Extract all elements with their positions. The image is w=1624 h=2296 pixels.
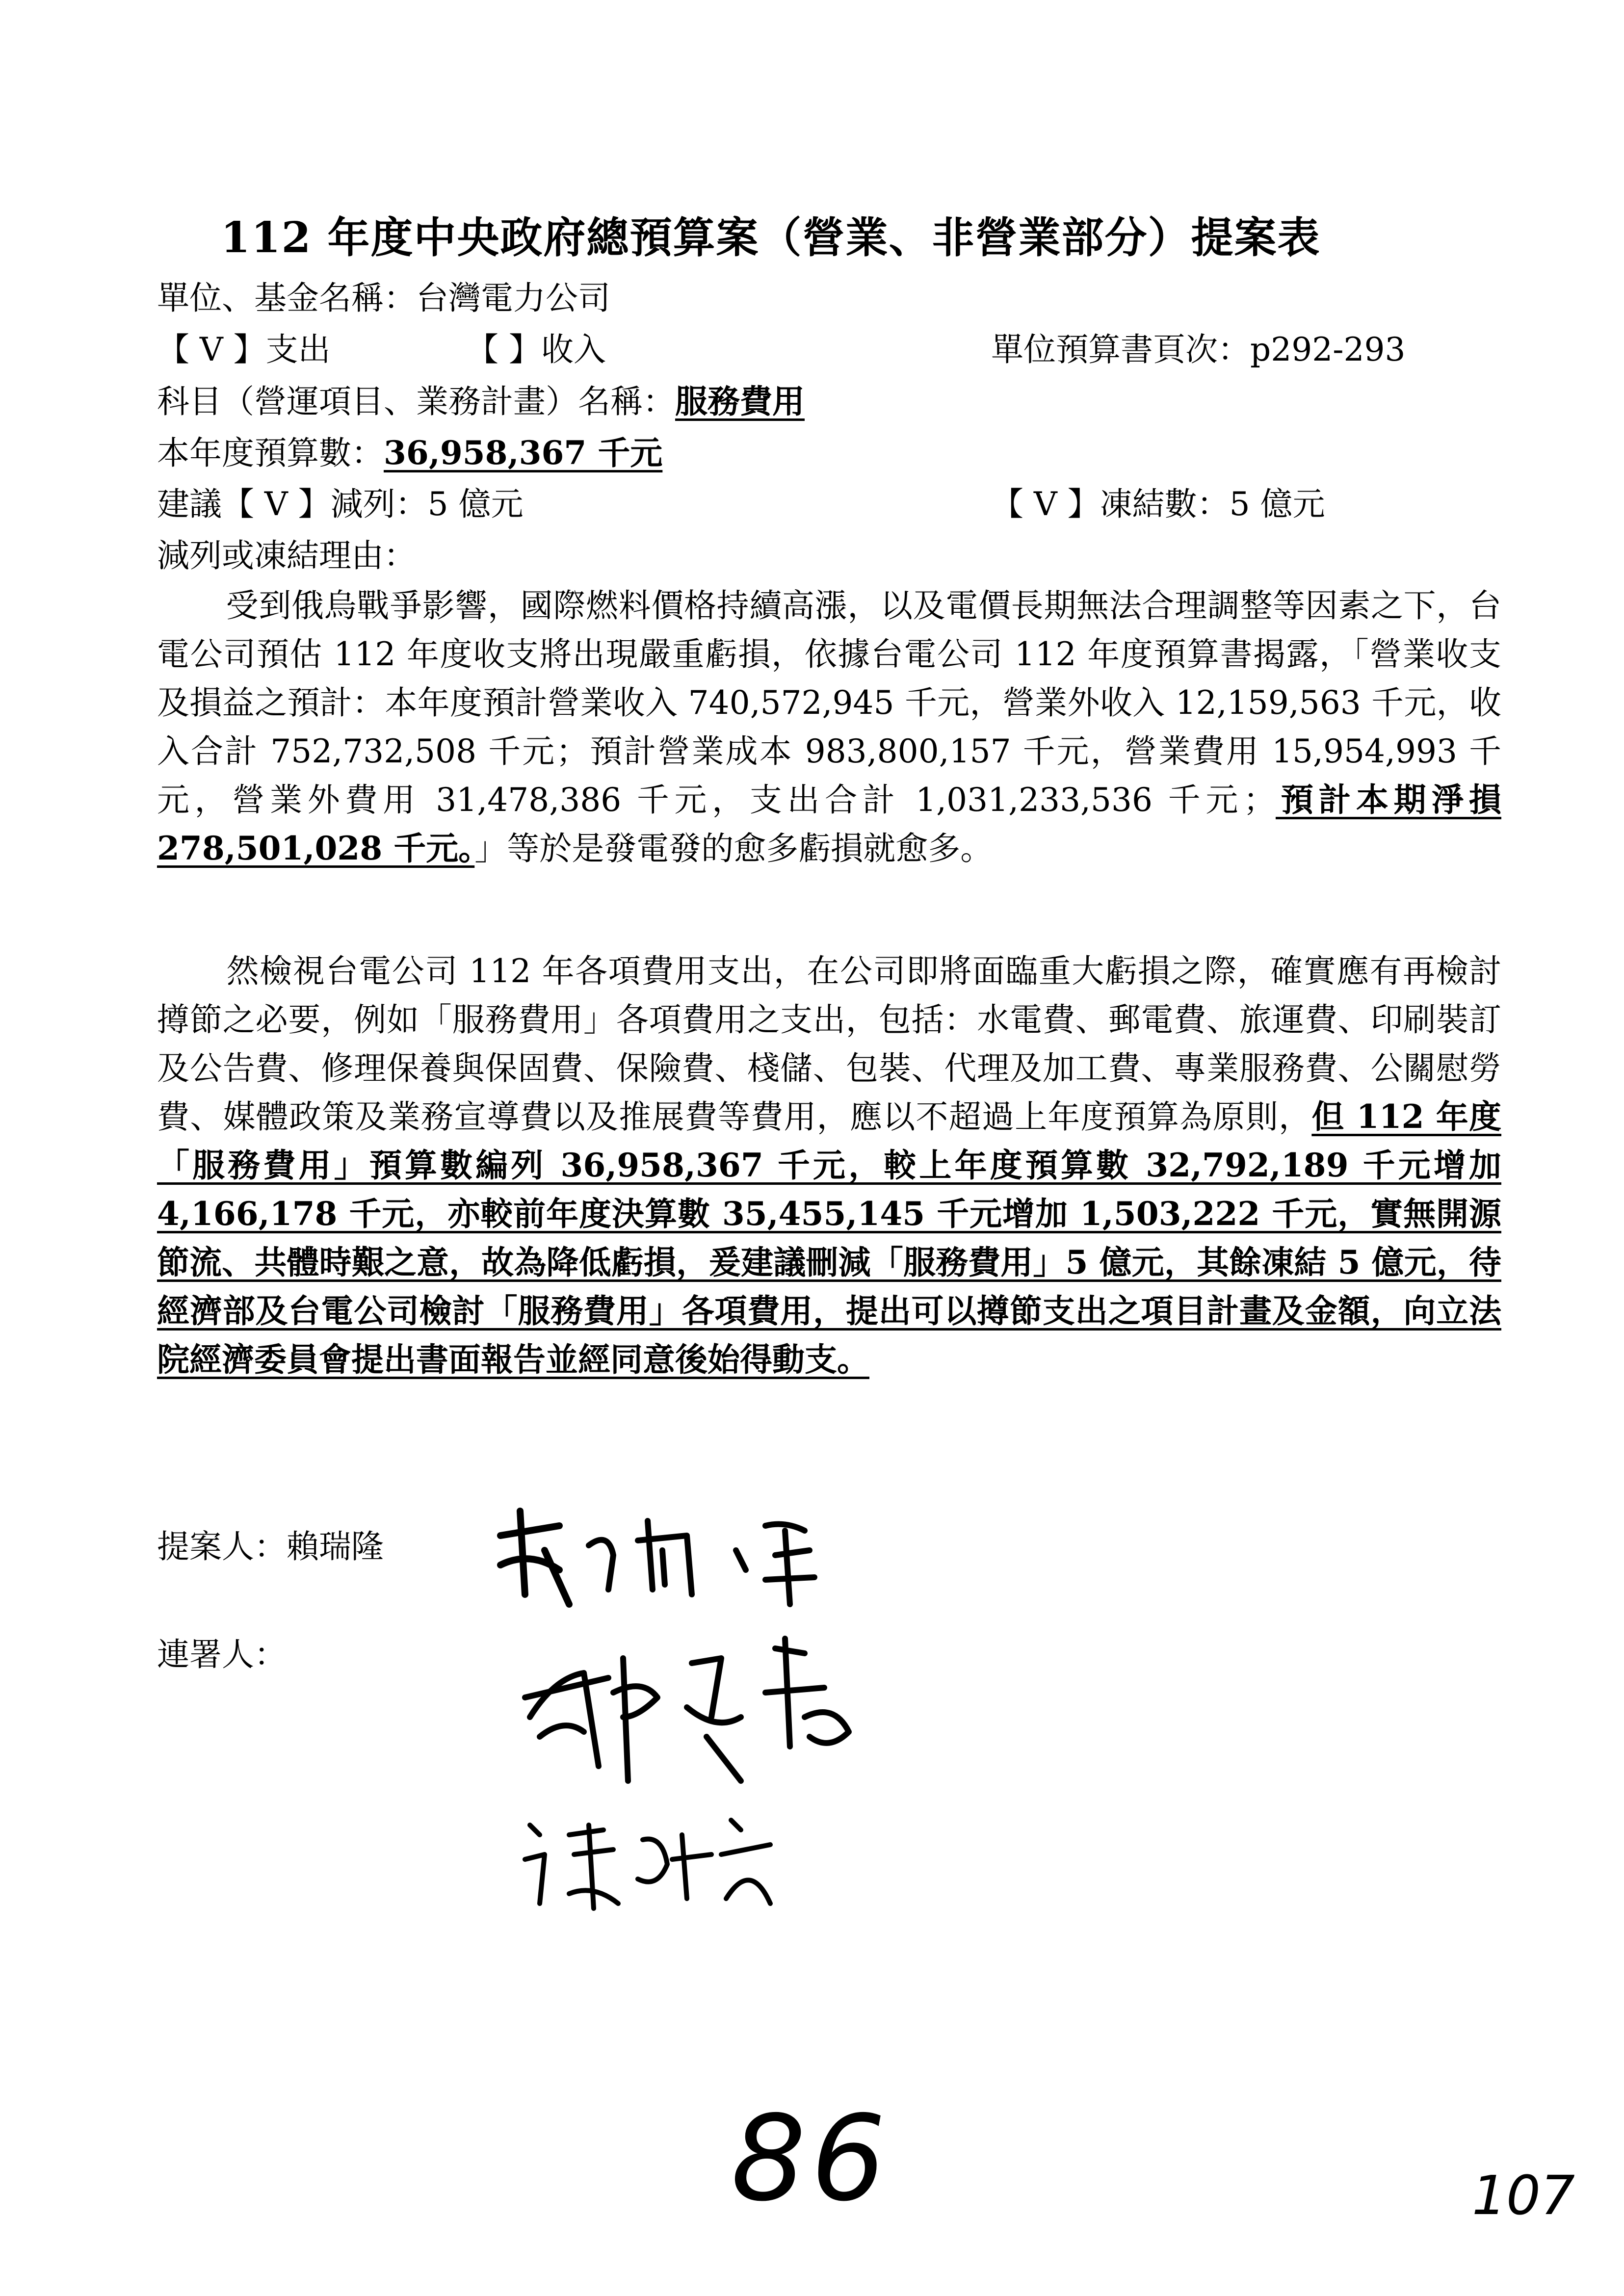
cosigner-label: 連署人： [157,1636,287,1673]
proposer-label: 提案人：賴瑞隆 [157,1528,384,1565]
cosigner-signature-1 [510,1619,873,1827]
handwritten-page-number-text: 86 [731,2090,891,2227]
para2-text: 然檢視台電公司 112 年各項費用支出，在公司即將面臨重大虧損之際，確實應有再檢討撙節之必要，例如「服務費用」各項費用之支出，包括：水電費、郵電費、旅運費、印刷裝訂及公告費、修理保養與保固費、保險費、棧儲、包裝、代理及加工費、專業服務費、公關慰勞費、媒體政策及業務宣導費以及推展費等費用，應以不超過上年度預算為原則， [157,952,1501,1136]
para1-text: 受到俄烏戰爭影響，國際燃料價格持續高漲，以及電價長期無法合理調整等因素之下，台電公司預估 112 年度收支將出現嚴重虧損，依據台電公司 112 年度預算書揭露，「營業收支及損益之預計：本年度預計營業收入 740,572,945 千元，營業外收入 12,159,563 千元，收入合計 752,732,508 千元；預計營業成本 983,800,157 千元，營業費用 15,954,993 千元，營業外費用 31,478,386 千元，支出合計 1,031,233,536 千元； [157,587,1501,819]
subject-line [157,382,805,420]
page-reference: 單位預算書頁次：p292-293 [991,331,1406,368]
subject-name: 服務費用 [675,382,805,420]
suggest-cut: 建議【 V 】減列：5 億元 [157,485,524,523]
budget-value: 36,958,367 千元 [384,434,663,472]
page-title: 112 年度中央政府總預算案（營業、非營業部分）提案表 [221,213,1321,262]
proposer-signature [491,1491,844,1621]
reason-paragraph-1 [157,581,1501,873]
cosigner-signature-2 [515,1805,790,1915]
handwritten-corner-number [1472,2164,1575,2227]
budget-line [157,434,663,472]
subject-label: 科目（營運項目、業務計畫）名稱： [157,383,675,420]
unit-name: 單位、基金名稱：台灣電力公司 [157,279,610,317]
expense-checkbox: 【 V 】支出 [157,331,331,368]
income-checkbox: 【 】收入 [466,331,606,368]
reason-paragraph-2 [157,947,1501,1384]
handwritten-page-number [731,2090,891,2227]
budget-label: 本年度預算數： [157,434,384,472]
suggest-freeze: 【 V 】凍結數：5 億元 [991,485,1325,523]
reason-label: 減列或凍結理由： [157,537,416,574]
handwritten-corner-number-text: 107 [1472,2164,1575,2227]
para2-emphasis: 但 112 年度「服務費用」預算數編列 36,958,367 千元，較上年度預算數 32,792,189 千元增加 4,166,178 千元，亦較前年度決算數 35,455,145 千元增加 1,503,222 千元，實無開源節流、共體時艱之意，故為降低虧損，爰建議刪減「服務費用」5 億元，其餘凍結 5 億元，待經濟部及台電公司檢討「服務費用」各項費用，提出可以撙節支出之項目計畫及金額，向立法院經濟委員會提出書面報告並經同意後始得動支。 [157,1097,1502,1379]
para1-tail: 」等於是發電發的愈多虧損就愈多。 [474,830,993,867]
para1-net-loss: 預計本期淨損 278,501,028 千元。 [157,781,1501,867]
